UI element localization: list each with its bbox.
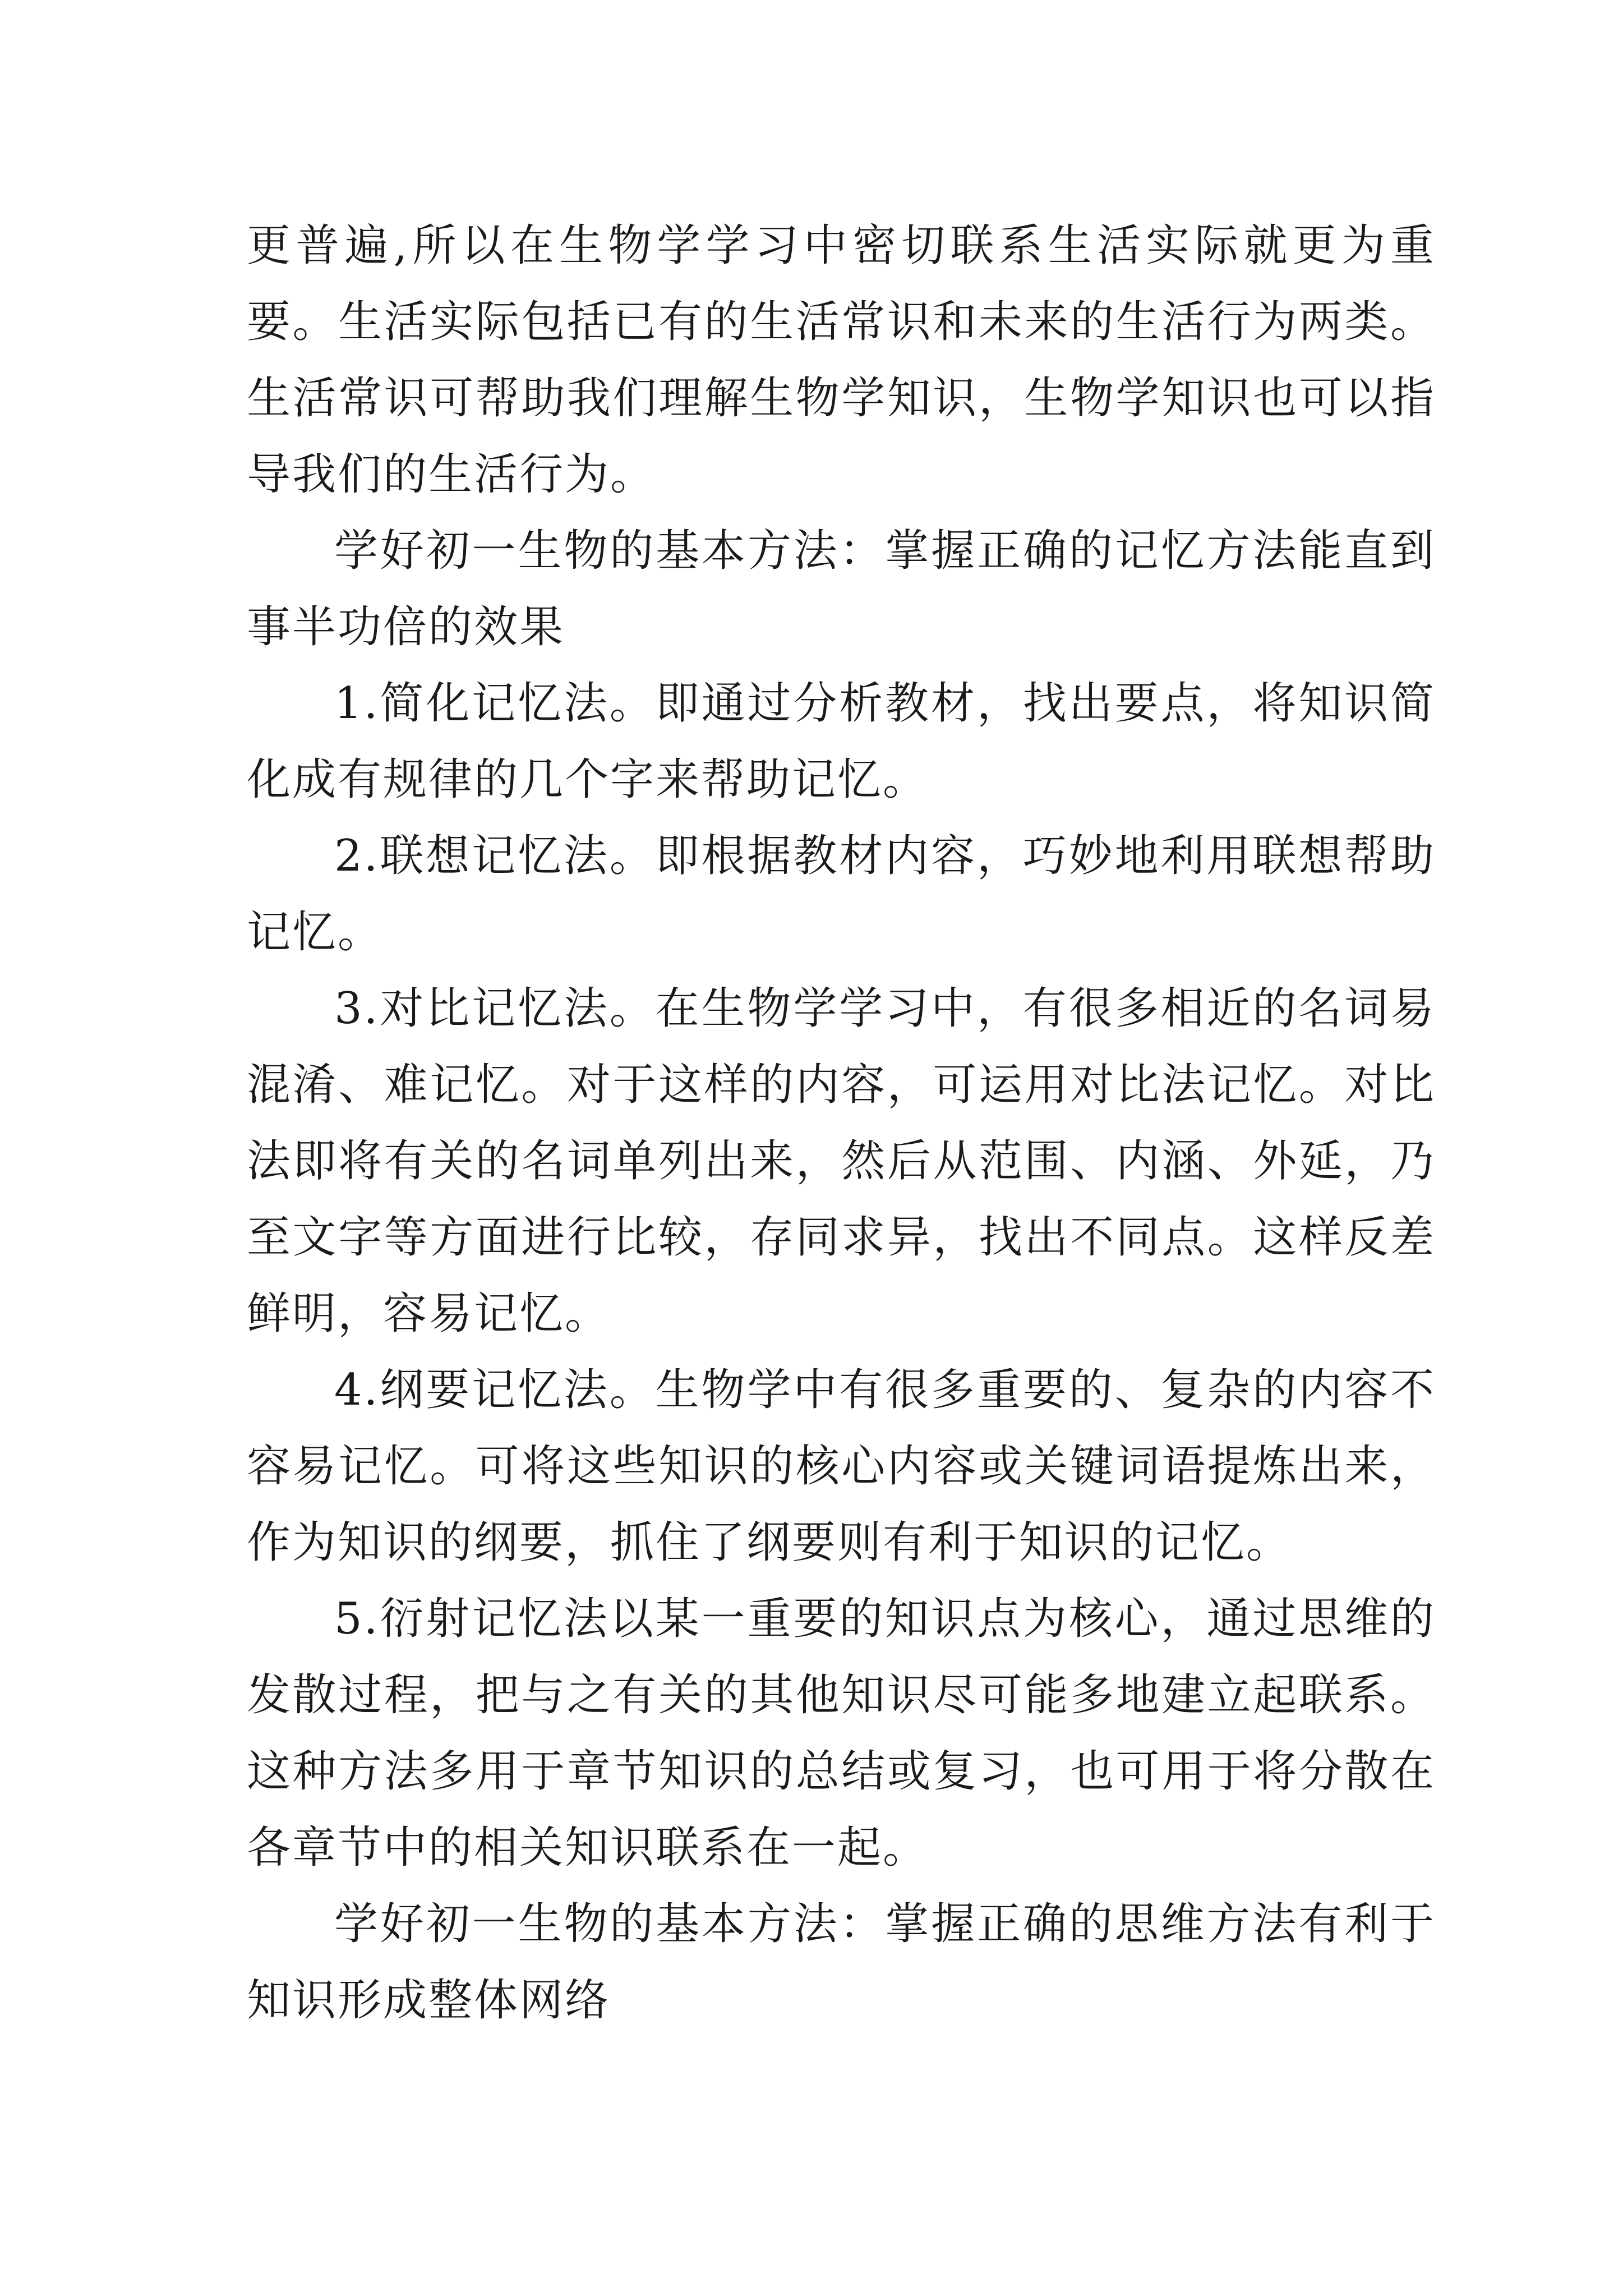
list-item-diffraction-memory: 5.衍射记忆法以某一重要的知识点为核心，通过思维的发散过程，把与之有关的其他知识尽可能多地建立起联系。这种方法多用于章节知识的总结或复习，也可用于将分散在各章节中的相关知识联系在一起。 [247,1594,1436,1873]
list-item-association-memory: 2.联想记忆法。即根据教材内容，巧妙地利用联想帮助记忆。 [247,831,1436,958]
section-heading-thinking-methods: 学好初一生物的基本方法：掌握正确的思维方法有利于知识形成整体网络 [247,1899,1436,2026]
document-body [247,208,1436,2039]
list-item-contrast-memory: 3.对比记忆法。在生物学学习中，有很多相近的名词易混淆、难记忆。对于这样的内容，可运用对比法记忆。对比法即将有关的名词单列出来，然后从范围、内涵、外延，乃至文字等方面进行比较，存同求异，找出不同点。这样反差鲜明，容易记忆。 [247,983,1436,1339]
section-heading-memory-methods: 学好初一生物的基本方法：掌握正确的记忆方法能直到事半功倍的效果 [247,526,1436,652]
list-item-simplified-memory: 1.简化记忆法。即通过分析教材，找出要点，将知识简化成有规律的几个字来帮助记忆。 [247,678,1436,805]
list-item-outline-memory: 4.纲要记忆法。生物学中有很多重要的、复杂的内容不容易记忆。可将这些知识的核心内容或关键词语提炼出来，作为知识的纲要，抓住了纲要则有利于知识的记忆。 [247,1365,1436,1568]
paragraph-intro: 更普遍,所以在生物学学习中密切联系生活实际就更为重要。生活实际包括已有的生活常识和未来的生活行为两类。生活常识可帮助我们理解生物学知识，生物学知识也可以指导我们的生活行为。 [247,220,1436,500]
